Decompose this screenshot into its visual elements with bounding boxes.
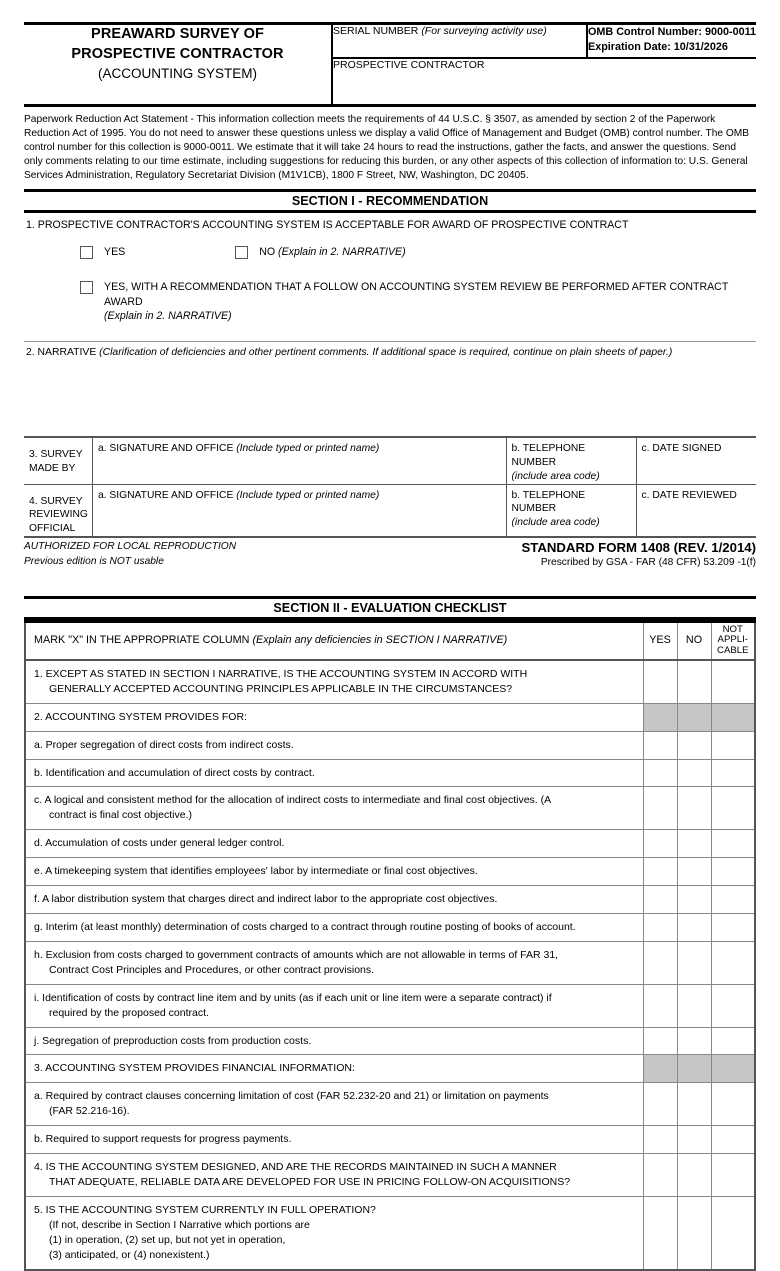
checklist-answer-yes[interactable] [643,660,677,703]
survey-made-by-date-label: c. DATE SIGNED [641,442,722,454]
checklist-answer-na[interactable] [711,787,755,830]
checklist-answer-yes[interactable] [643,1126,677,1154]
survey-reviewing-official-label [24,484,92,537]
checklist-answer-no[interactable] [677,660,711,703]
form-page [0,22,780,1261]
checklist-item-line: (If not, describe in Section I Narrative which portions are [49,1218,310,1231]
checklist-row [25,941,755,984]
checklist-instruction-label: MARK "X" IN THE APPROPRIATE COLUMN [34,634,250,647]
checklist-row [25,1055,755,1083]
checklist-answer-no[interactable] [677,1083,711,1126]
checklist-item-text [25,1126,643,1154]
checklist-answer-na[interactable] [711,1154,755,1197]
checklist-answer-yes[interactable] [643,830,677,858]
checklist-answer-no[interactable] [677,1154,711,1197]
checklist-item-line: THAT ADEQUATE, RELIABLE DATA ARE DEVELOPED FOR USE IN PRICING FOLLOW-ON ACQUISITIONS? [49,1175,571,1188]
checklist-instruction-note: (Explain any deficiencies in SECTION I NARRATIVE) [252,634,508,647]
form-header-table [24,22,756,107]
survey-made-by-signature-note: (Include typed or printed name) [236,442,380,454]
omb-info-block [587,25,756,58]
checklist-item-line: d. Accumulation of costs under general ledger control. [34,837,285,850]
checklist-item-line: 4. IS THE ACCOUNTING SYSTEM DESIGNED, AND ARE THE RECORDS MAINTAINED IN SUCH A MANNER [34,1161,557,1174]
checklist-item-line: e. A timekeeping system that identifies employees' labor by intermediate or final cost objectives. [34,865,478,878]
checklist-row [25,1196,755,1269]
checklist-row [25,1126,755,1154]
signature-table [24,436,756,538]
survey-made-by-label [24,437,92,484]
survey-reviewing-date-field[interactable] [636,484,756,537]
footer-authorized-reproduction: AUTHORIZED FOR LOCAL REPRODUCTION [24,541,237,553]
survey-reviewing-official-row [24,484,756,537]
narrative-note: (Clarification of deficiencies and other pertinent comments. If additional space is required, continue on plain sheets of paper.) [99,346,673,358]
column-header-no: NO [677,621,711,660]
checklist-item-line: contract is final cost objective.) [49,809,192,822]
checklist-answer-yes[interactable] [643,941,677,984]
checklist-answer-na[interactable] [711,858,755,886]
checklist-answer-yes [643,703,677,731]
survey-reviewing-label-line2: REVIEWING [29,509,88,521]
narrative-input-area[interactable] [24,358,756,436]
survey-made-by-telephone-note: (include area code) [511,470,600,482]
checklist-item-text [25,858,643,886]
checklist-answer-no[interactable] [677,1126,711,1154]
checklist-answer-na [711,703,755,731]
checklist-item-line: c. A logical and consistent method for the allocation of indirect costs to intermediate and final cost objectives. (A [34,794,552,807]
prospective-contractor-field[interactable] [333,58,756,104]
column-header-na-line3: CABLE [717,645,749,657]
checklist-answer-na[interactable] [711,1196,755,1269]
checklist-item-text [25,830,643,858]
recommendation-followon-row [24,280,756,324]
survey-reviewing-signature-note: (Include typed or printed name) [236,489,380,501]
checkbox-no-label [259,245,405,260]
checklist-item-text [25,1154,643,1197]
checklist-item-line: 5. IS THE ACCOUNTING SYSTEM CURRENTLY IN FULL OPERATION? [34,1203,376,1216]
form-footer [24,540,756,570]
checklist-item-text [25,1055,643,1083]
footer-prescribed-by: Prescribed by GSA - FAR (48 CFR) 53.209 -1(f) [540,557,756,569]
survey-reviewing-date-label: c. DATE REVIEWED [641,489,737,501]
checklist-answer-no[interactable] [677,787,711,830]
checklist-item-text [25,731,643,759]
section-2-banner: SECTION II - EVALUATION CHECKLIST [24,596,756,620]
survey-made-by-telephone-label: b. TELEPHONE NUMBER [511,442,586,468]
checklist-body [25,660,755,1270]
checklist-answer-na [711,1055,755,1083]
checklist-item-text [25,759,643,787]
serial-number-field[interactable] [333,25,587,58]
section-1-question-1: 1. PROSPECTIVE CONTRACTOR'S ACCOUNTING SYSTEM IS ACCEPTABLE FOR AWARD OF PROSPECTIVE CONTRACT [26,219,629,232]
checklist-answer-yes[interactable] [643,1196,677,1269]
recommendation-choices-row [24,245,756,260]
narrative-label-row [24,342,756,358]
survey-made-by-label-line1: 3. SURVEY [29,448,83,460]
checklist-answer-na[interactable] [711,660,755,703]
checklist-item-line: (1) in operation, (2) set up, but not yet in operation, [49,1233,286,1246]
checklist-item-line: b. Required to support requests for progress payments. [34,1133,292,1146]
checklist-item-text [25,1027,643,1055]
section-2-wrapper [24,596,756,1271]
checklist-answer-na[interactable] [711,1126,755,1154]
checklist-answer-na[interactable] [711,941,755,984]
checklist-item-line: g. Interim (at least monthly) determination of costs charged to a contract through routine posting of books of account. [34,921,576,933]
omb-control-number: OMB Control Number: 9000-0011 [588,26,756,38]
checklist-answer-na[interactable] [711,984,755,1027]
checklist-answer-no[interactable] [677,886,711,914]
footer-form-number: STANDARD FORM 1408 (REV. 1/2014) [521,540,756,556]
survey-made-by-telephone-field[interactable] [506,437,636,484]
checklist-item-line: Contract Cost Principles and Procedures, or other contract provisions. [49,963,375,976]
checklist-item-line: i. Identification of costs by contract line item and by units (as if each unit or line item were a separate contract) if [34,991,552,1004]
checklist-row [25,1154,755,1197]
checklist-item-line: h. Exclusion from costs charged to government contracts of amounts which are not allowable in terms of FAR 31, [34,948,559,961]
checkbox-yes-rec-text: YES, WITH A RECOMMENDATION THAT A FOLLOW ON ACCOUNTING SYSTEM REVIEW BE PERFORMED AFTER CONTRACT AWARD [104,281,729,308]
checklist-answer-no[interactable] [677,759,711,787]
checklist-answer-yes[interactable] [643,787,677,830]
checklist-answer-no[interactable] [677,1196,711,1269]
checklist-item-text [25,703,643,731]
checklist-row [25,1083,755,1126]
checklist-answer-yes[interactable] [643,886,677,914]
checklist-row [25,984,755,1027]
checklist-row [25,1027,755,1055]
checklist-answer-no[interactable] [677,941,711,984]
survey-made-by-row [24,437,756,484]
checkbox-yes-label: YES [104,246,126,259]
checkbox-no[interactable] [235,246,248,259]
survey-reviewing-telephone-note: (include area code) [511,517,600,529]
checklist-row [25,759,755,787]
checklist-answer-yes[interactable] [643,914,677,942]
form-title-line1: PREAWARD SURVEY OF [91,26,264,42]
checklist-row [25,886,755,914]
survey-reviewing-signature-field[interactable] [92,484,506,537]
checklist-row [25,858,755,886]
checklist-item-text [25,660,643,703]
checklist-item-text [25,941,643,984]
checklist-item-line: (FAR 52.216-16). [49,1105,130,1118]
checklist-item-text [25,984,643,1027]
checklist-row [25,660,755,703]
footer-right-block [521,540,756,568]
checklist-row [25,830,755,858]
checklist-item-line: (3) anticipated, or (4) nonexistent.) [49,1248,210,1261]
checklist-item-line: b. Identification and accumulation of direct costs by contract. [34,766,315,779]
checklist-answer-yes[interactable] [643,759,677,787]
column-header-na-line1: NOT [722,623,743,635]
checklist-answer-no[interactable] [677,731,711,759]
checklist-answer-no [677,703,711,731]
checklist-header-row [25,621,755,660]
checkbox-no-note: (Explain in 2. NARRATIVE) [278,246,406,259]
survey-reviewing-signature-label: a. SIGNATURE AND OFFICE [97,489,234,501]
checklist-item-line: a. Required by contract clauses concerning limitation of cost (FAR 52.232-20 and 21) or limitation on payments [34,1090,549,1103]
checklist-answer-na[interactable] [711,1027,755,1055]
checklist-answer-yes[interactable] [643,1154,677,1197]
checkbox-yes-rec-note: (Explain in 2. NARRATIVE) [104,310,232,323]
checklist-answer-no[interactable] [677,858,711,886]
checklist-answer-yes[interactable] [643,858,677,886]
checklist-instruction-cell [25,621,643,660]
form-title-line3: (ACCOUNTING SYSTEM) [97,66,257,82]
checklist-answer-no[interactable] [677,1027,711,1055]
checklist-answer-na[interactable] [711,1083,755,1126]
evaluation-checklist-table [24,620,756,1271]
checklist-item-line: 2. ACCOUNTING SYSTEM PROVIDES FOR: [34,710,247,723]
column-header-na-line2: APPLI- [717,634,748,646]
checklist-answer-yes[interactable] [643,1027,677,1055]
checklist-item-line: f. A labor distribution system that charges direct and indirect labor to the appropriate cost objectives. [34,893,498,906]
section-1-banner: SECTION I - RECOMMENDATION [24,189,756,213]
survey-reviewing-label-line3: OFFICIAL [29,523,76,535]
form-title-block [24,24,332,106]
checklist-item-line: 3. ACCOUNTING SYSTEM PROVIDES FINANCIAL INFORMATION: [34,1062,355,1075]
narrative-label: 2. NARRATIVE [26,346,97,358]
omb-expiration-date: Expiration Date: 10/31/2026 [588,40,728,53]
checkbox-yes-with-recommendation[interactable] [80,281,93,294]
column-header-yes: YES [643,621,677,660]
survey-made-by-signature-label: a. SIGNATURE AND OFFICE [97,442,234,454]
checkbox-yes-with-recommendation-label [104,280,756,324]
checklist-item-text [25,914,643,942]
checklist-item-line: required by the proposed contract. [49,1006,209,1019]
checklist-item-line: 1. EXCEPT AS STATED IN SECTION I NARRATIVE, IS THE ACCOUNTING SYSTEM IN ACCORD WITH [34,667,528,680]
checklist-answer-yes[interactable] [643,984,677,1027]
checklist-answer-no [677,1055,711,1083]
serial-number-note: (For surveying activity use) [421,25,547,37]
footer-left-block [24,540,236,570]
column-header-not-applicable [711,621,755,660]
survey-reviewing-label-line1: 4. SURVEY [29,495,83,507]
survey-made-by-date-field[interactable] [636,437,756,484]
survey-made-by-signature-field[interactable] [92,437,506,484]
checklist-answer-yes[interactable] [643,1083,677,1126]
checklist-item-text [25,886,643,914]
checkbox-no-text: NO [259,246,276,259]
checklist-item-line: a. Proper segregation of direct costs from indirect costs. [34,738,294,751]
checklist-row [25,703,755,731]
checklist-item-text [25,1196,643,1269]
checklist-answer-yes[interactable] [643,731,677,759]
checklist-answer-na[interactable] [711,731,755,759]
checklist-row [25,731,755,759]
checklist-answer-no[interactable] [677,914,711,942]
checklist-item-text [25,787,643,830]
checklist-item-line: j. Segregation of preproduction costs from production costs. [34,1034,312,1047]
checklist-answer-no[interactable] [677,830,711,858]
checklist-answer-na[interactable] [711,914,755,942]
checklist-row [25,914,755,942]
checklist-answer-na[interactable] [711,759,755,787]
paperwork-reduction-statement: Paperwork Reduction Act Statement - This information collection meets the requirements of 44 U.S.C. § 3507, as amended by section 2 of the Paperwork Reduction Act of 1995. You do not need to answer these questions unless we display a valid Office of Management and Budget (OMB) control number. The OMB control number for this collection is 9000-0011. We estimate that it will take 24 hours to read the instructions, gather the facts, and answer the questions. Send only comments relating to our time estimate, including suggestions for reducing this burden, or any other aspects of this collection of information to: U.S. General Services Administration, Regulatory Secretariat Division (M1V1CB), 1800 F Street, NW, Washington, DC 20405. [24,114,750,182]
checklist-answer-no[interactable] [677,984,711,1027]
serial-number-label: SERIAL NUMBER [333,25,419,37]
survey-reviewing-telephone-field[interactable] [506,484,636,537]
checklist-answer-na[interactable] [711,886,755,914]
survey-made-by-label-line2: MADE BY [29,462,76,474]
footer-previous-edition: Previous edition is NOT usable [24,555,164,567]
survey-reviewing-telephone-label: b. TELEPHONE NUMBER [511,489,586,515]
checklist-item-line: GENERALLY ACCEPTED ACCOUNTING PRINCIPLES APPLICABLE IN THE CIRCUMSTANCES? [49,682,513,695]
checklist-answer-yes [643,1055,677,1083]
form-title-line2: PROSPECTIVE CONTRACTOR [71,45,284,62]
checklist-item-text [25,1083,643,1126]
checkbox-yes[interactable] [80,246,93,259]
checklist-row [25,787,755,830]
prospective-contractor-label: PROSPECTIVE CONTRACTOR [333,59,485,71]
checklist-answer-na[interactable] [711,830,755,858]
